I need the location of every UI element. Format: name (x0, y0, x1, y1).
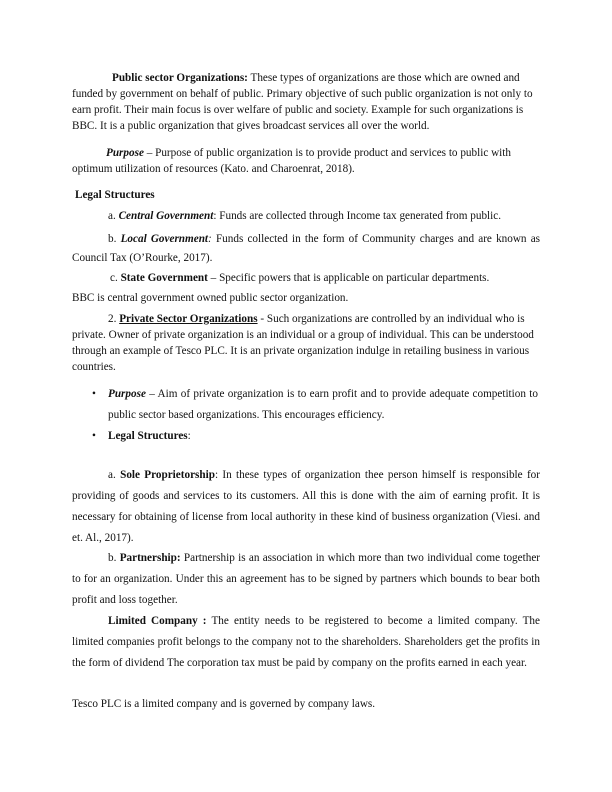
sole-proprietorship-label: Sole Proprietorship (120, 469, 215, 481)
bullet-legal-structures (92, 426, 538, 447)
private-legal-label: Legal Structures (108, 430, 188, 442)
central-government-paragraph (72, 208, 540, 224)
local-government-text: Funds collected in the form of Community charges and are known as Council Tax (O’Rourke, 2017). (72, 233, 541, 264)
private-sector-label: Private Sector Organizations (119, 313, 258, 325)
sole-proprietorship-paragraph (72, 465, 540, 549)
private-legal-colon: : (187, 430, 191, 442)
public-purpose-text: – Purpose of public organization is to provide product and services to public with optimum utilization of resources (Kato. and Charoenrat, 2018). (72, 147, 511, 175)
central-government-prefix: a. (108, 210, 119, 222)
tesco-line: Tesco PLC is a limited company and is governed by company laws. (72, 698, 376, 710)
bullet-icon: • (92, 388, 96, 400)
limited-company-text: The entity needs to be registered to become a limited company. The limited companies profit belongs to the company not to the shareholders. Shareholders get the profits in the form of dividend The corporation tax must be paid by company on the profits earned in each year. (72, 615, 540, 669)
bullet-purpose (92, 384, 538, 426)
bbc-line: BBC is central government owned public sector organization. (72, 292, 349, 304)
central-government-label: Central Government (118, 210, 214, 222)
partnership-paragraph (72, 548, 540, 611)
limited-company-label: Limited Company : (108, 615, 207, 627)
partnership-prefix: b. (108, 552, 120, 564)
state-government-paragraph (72, 270, 540, 286)
partnership-text: Partnership is an association in which more than two individual come together to for an organization. Under this an agreement has to be signed by partners which bounds to bear both profit and loss together. (72, 552, 541, 606)
partnership-label: Partnership: (119, 552, 181, 564)
bullet-icon: • (92, 430, 96, 442)
bullet-legal-text-block (108, 426, 538, 447)
legal-structures-heading (75, 187, 543, 203)
public-purpose-label: Purpose (106, 147, 144, 159)
private-sector-text: - Such organizations are controlled by an individual who is private. Owner of private organization is an individual or a group of individual. This can be understood through an example of Tesco PLC. It is an private organization indulge in retailing business in various countries. (72, 313, 534, 373)
local-government-paragraph (72, 230, 540, 268)
private-purpose-label: Purpose (108, 388, 146, 400)
private-purpose-text: – Aim of private organization is to earn profit and to provide adequate competition to public sector based organizations. This encourages efficiency. (108, 388, 538, 421)
state-government-prefix: c. (110, 272, 121, 284)
public-sector-text: These types of organizations are those which are owned and funded by government on behalf of public. Primary objective of such public organization is not only to earn profit. Their main focus is over welfare of public and society. Example for such organizations is BBC. It is a public organization that gives broadcast services all over the world. (72, 72, 533, 132)
private-sector-prefix: 2. (108, 313, 120, 325)
private-sector-paragraph (72, 311, 540, 375)
local-government-prefix: b. (108, 233, 121, 245)
legal-structures-heading-text: Legal Structures (75, 189, 155, 201)
bullet-purpose-text-block (108, 384, 538, 426)
public-sector-paragraph (72, 70, 540, 134)
sole-proprietorship-text: : In these types of organization thee person himself is responsible for providing of goods and services to its customers. All this is done with the aim of earning profit. It is necessary for obtaining of license from local authority in these kind of business organization (Viesi. and et. Al., 2017). (72, 469, 540, 544)
limited-company-paragraph (72, 611, 540, 674)
sole-proprietorship-prefix: a. (108, 469, 121, 481)
public-sector-heading: Public sector Organizations: (112, 72, 248, 84)
local-government-label: Local Government (120, 233, 209, 245)
public-purpose-paragraph (72, 145, 540, 177)
local-government-colon: : (208, 233, 212, 245)
state-government-text: – Specific powers that is applicable on particular departments. (207, 272, 490, 284)
central-government-text: : Funds are collected through Income tax generated from public. (213, 210, 502, 222)
state-government-label: State Government (120, 272, 208, 284)
